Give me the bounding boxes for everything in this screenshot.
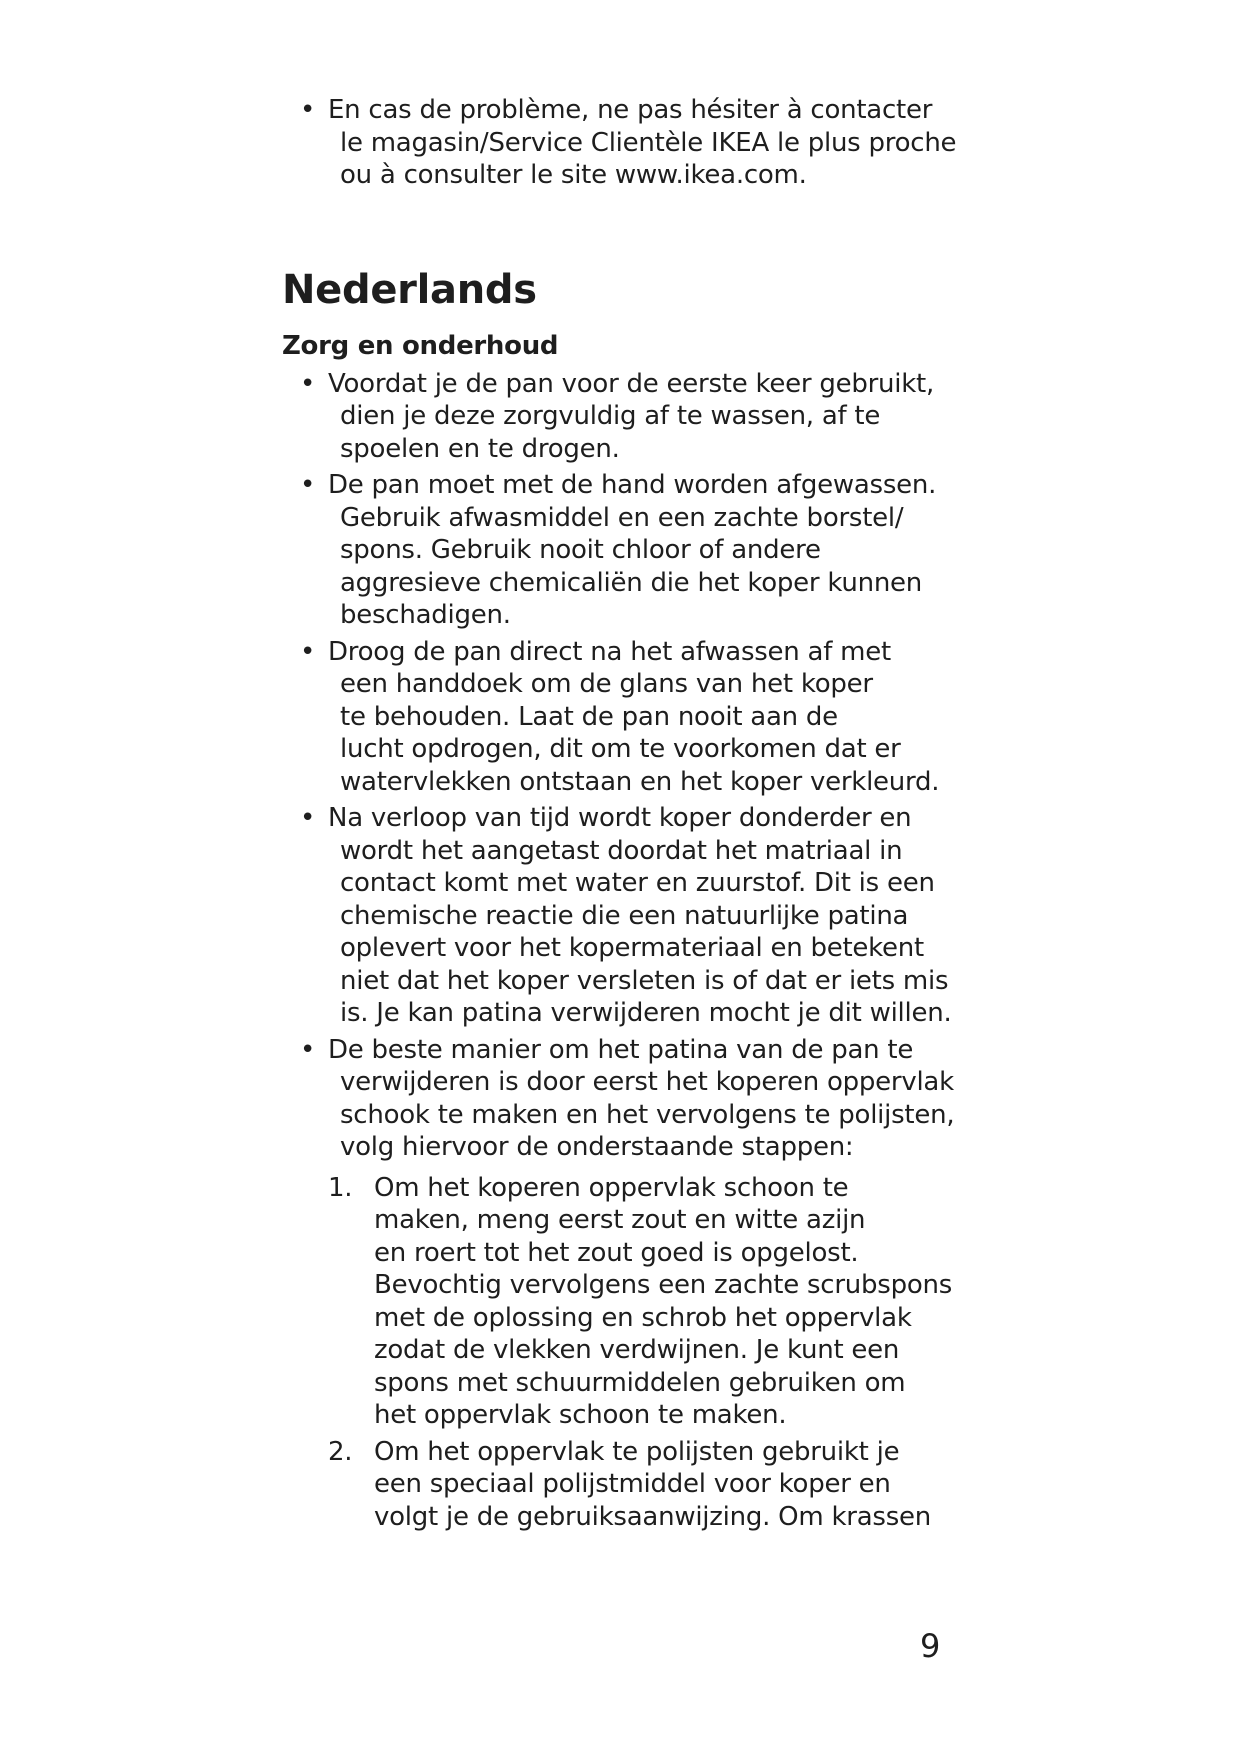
bullet-marker: • — [300, 95, 316, 125]
bullet-marker: • — [300, 470, 316, 500]
section-heading: Nederlands — [282, 266, 537, 313]
bullet-marker: • — [300, 636, 316, 667]
list-item — [282, 469, 982, 632]
bullet-marker: • — [300, 803, 316, 833]
bullet-text: Droog de pan direct na het afwassen af met een handdoek om de glans van het koper te behouden. Laat de pan nooit aan de lucht opdrogen, dit om te voorkomen dat er watervlekken ontstaan en het koper verkleurd. — [328, 636, 940, 797]
list-item — [282, 1034, 982, 1164]
list-item — [282, 636, 982, 799]
step-text: Om het oppervlak te polijsten gebruikt je een speciaal polijstmiddel voor koper en volgt je de gebruiksaanwijzing. Om krassen — [374, 1436, 931, 1532]
patina-step-list — [282, 1172, 982, 1534]
step-item — [282, 1172, 982, 1432]
french-bullet-list — [282, 94, 982, 192]
subheading: Zorg en onderhoud — [282, 330, 559, 361]
bullet-text: De beste manier om het patina van de pan te verwijderen is door eerst het koperen oppervlak schook te maken en het vervolgens te polijsten, volg hiervoor de onderstaande stappen: — [328, 1034, 955, 1162]
bullet-text: En cas de problème, ne pas hésiter à contacter le magasin/Service Clientèle IKEA le plus proche ou à consulter le site www.ikea.com. — [328, 95, 957, 190]
bullet-marker: • — [300, 1034, 316, 1065]
step-number: 2. — [328, 1436, 353, 1467]
list-item — [282, 368, 982, 466]
step-number: 1. — [328, 1172, 353, 1203]
bullet-marker: • — [300, 368, 316, 399]
care-bullet-list — [282, 368, 982, 1164]
text-column — [282, 94, 982, 1537]
bullet-text: Voordat je de pan voor de eerste keer gebruikt, dien je deze zorgvuldig af te wassen, af te spoelen en te drogen. — [328, 368, 934, 464]
step-item — [282, 1436, 982, 1534]
list-item — [282, 94, 982, 192]
list-item — [282, 802, 982, 1030]
page-number: 9 — [920, 1627, 941, 1665]
step-text: Om het koperen oppervlak schoon te maken, meng eerst zout en witte azijn en roert tot het zout goed is opgelost. Bevochtig vervolgens een zachte scrubspons met de oplossing en schrob het oppervlak zodat de vlekken verdwijnen. Je kunt een spons met schuurmiddelen gebruiken om het oppervlak schoon te maken. — [374, 1172, 953, 1430]
bullet-text: Na verloop van tijd wordt koper donderder en wordt het aangetast doordat het matriaal in contact komt met water en zuurstof. Dit is een chemische reactie die een natuurlijke patina oplevert voor het kopermateriaal en betekent niet dat het koper versleten is of dat er iets mis is. Je kan patina verwijderen mocht je dit willen. — [328, 803, 952, 1028]
bullet-text: De pan moet met de hand worden afgewassen. Gebruik afwasmiddel en een zachte borstel/ spons. Gebruik nooit chloor of andere aggresieve chemicaliën die het koper kunnen beschadigen. — [328, 470, 937, 630]
